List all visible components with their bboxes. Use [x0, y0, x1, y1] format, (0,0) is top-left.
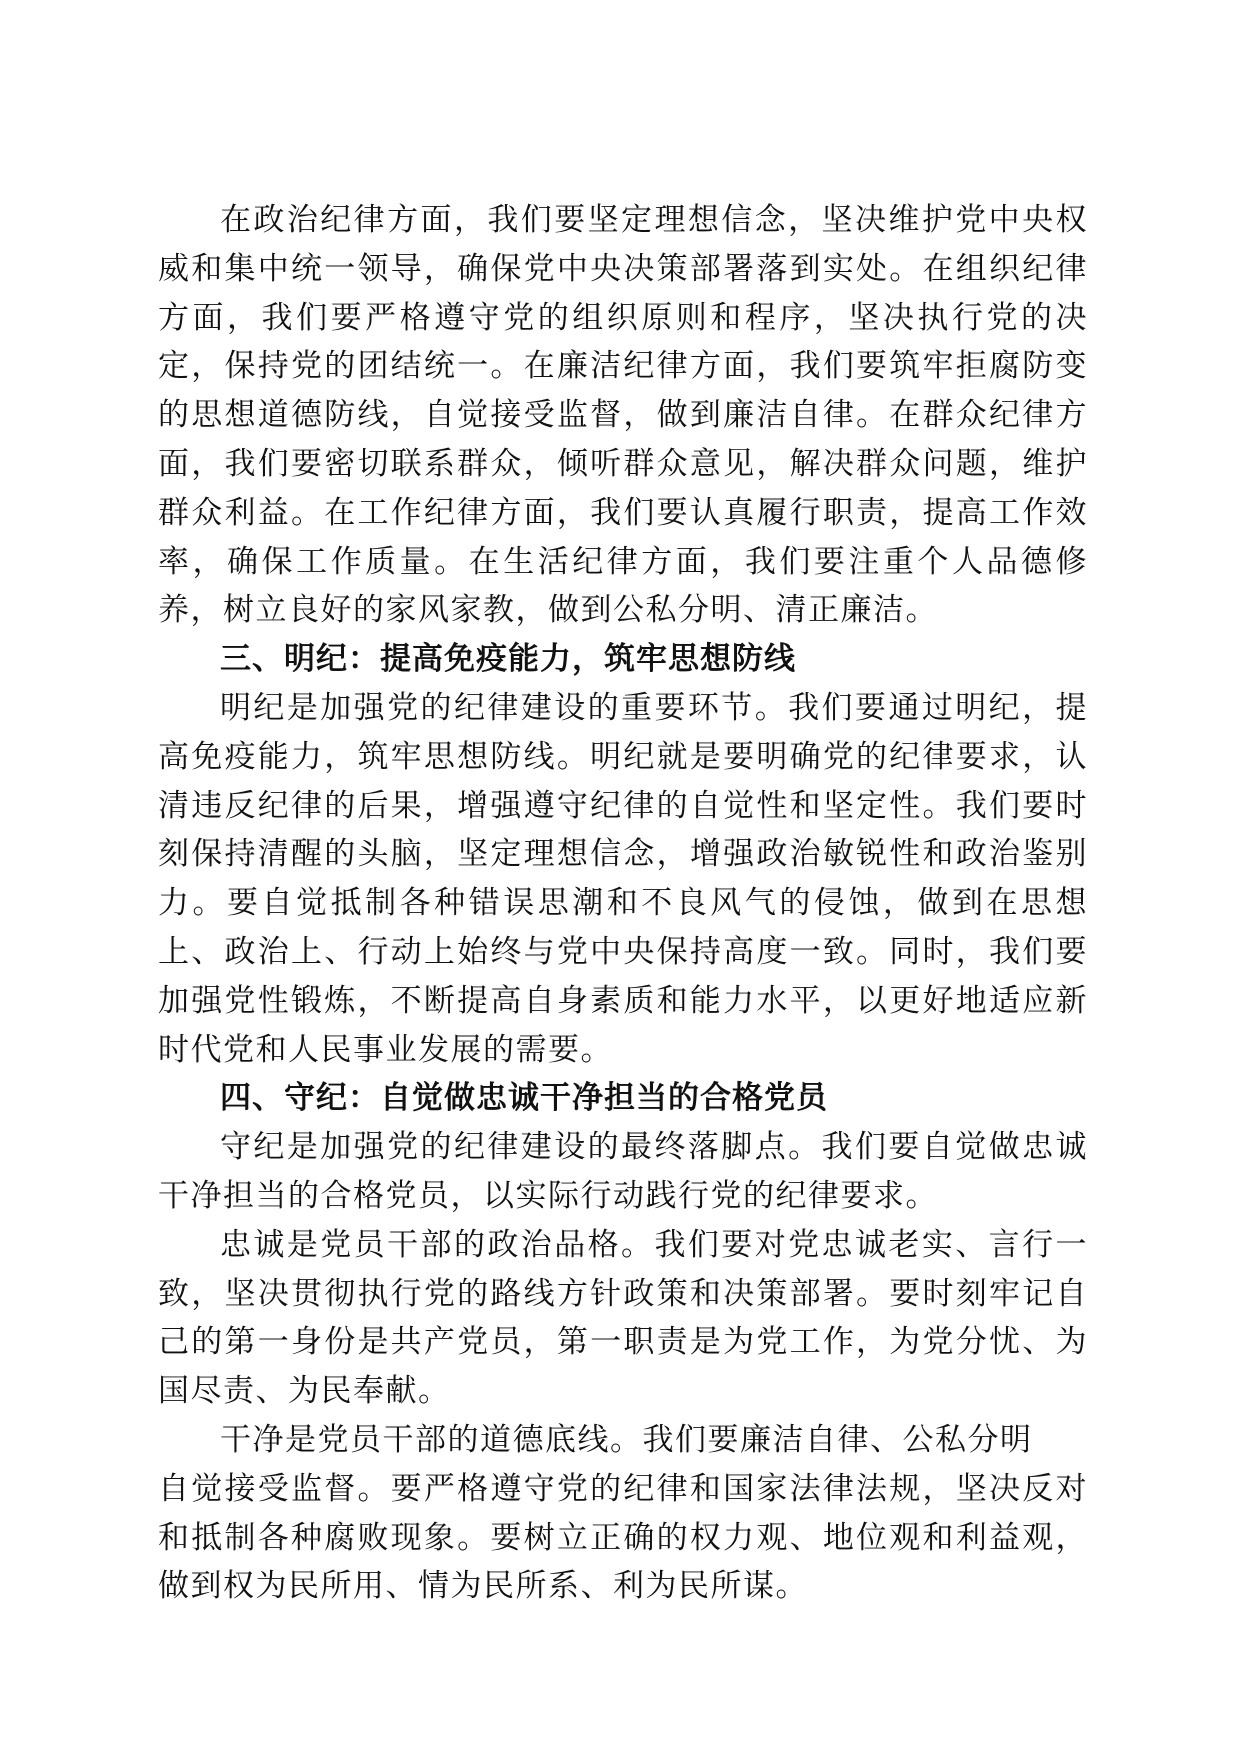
- paragraph-political-discipline: 在政治纪律方面，我们要坚定理想信念，坚决维护党中央权威和集中统一领导，确保党中央决策部署落到实处。在组织纪律方面，我们要严格遵守党的组织原则和程序，坚决执行党的决定，保持党的团结统一。在廉洁纪律方面，我们要筑牢拒腐防变的思想道德防线，自觉接受监督，做到廉洁自律。在群众纪律方面，我们要密切联系群众，倾听群众意见，解决群众问题，维护群众利益。在工作纪律方面，我们要认真履行职责，提高工作效率，确保工作质量。在生活纪律方面，我们要注重个人品德修养，树立良好的家风家教，做到公私分明、清正廉洁。: [158, 202, 1088, 629]
- document-body: [158, 196, 1088, 1611]
- paragraph-integrity-continued: 自觉接受监督。要严格遵守党的纪律和国家法律法规，坚决反对和抵制各种腐败现象。要树立正确的权力观、地位观和利益观，做到权为民所用、情为民所系、利为民所谋。: [158, 1470, 1088, 1605]
- section-heading-4: 四、守纪：自觉做忠诚干净担当的合格党员: [220, 1080, 828, 1117]
- section-heading-3: 三、明纪：提高免疫能力，筑牢思想防线: [220, 641, 796, 678]
- paragraph-understanding-discipline: 明纪是加强党的纪律建设的重要环节。我们要通过明纪，提高免疫能力，筑牢思想防线。明纪就是要明确党的纪律要求，认清违反纪律的后果，增强遵守纪律的自觉性和坚定性。我们要时刻保持清醒的头脑，坚定理想信念，增强政治敏锐性和政治鉴别力。要自觉抵制各种错误思潮和不良风气的侵蚀，做到在思想上、政治上、行动上始终与党中央保持高度一致。同时，我们要加强党性锻炼，不断提高自身素质和能力水平，以更好地适应新时代党和人民事业发展的需要。: [158, 689, 1088, 1068]
- paragraph-loyalty: 忠诚是党员干部的政治品格。我们要对党忠诚老实、言行一致，坚决贯彻执行党的路线方针政策和决策部署。要时刻牢记自己的第一身份是共产党员，第一职责是为党工作，为党分忧、为国尽责、为民奉献。: [158, 1226, 1088, 1410]
- paragraph-integrity-line-1: 干净是党员干部的道德底线。我们要廉洁自律、公私分明: [220, 1421, 1033, 1458]
- paragraph-keeping-discipline: 守纪是加强党的纪律建设的最终落脚点。我们要自觉做忠诚干净担当的合格党员，以实际行动践行党的纪律要求。: [158, 1129, 1088, 1214]
